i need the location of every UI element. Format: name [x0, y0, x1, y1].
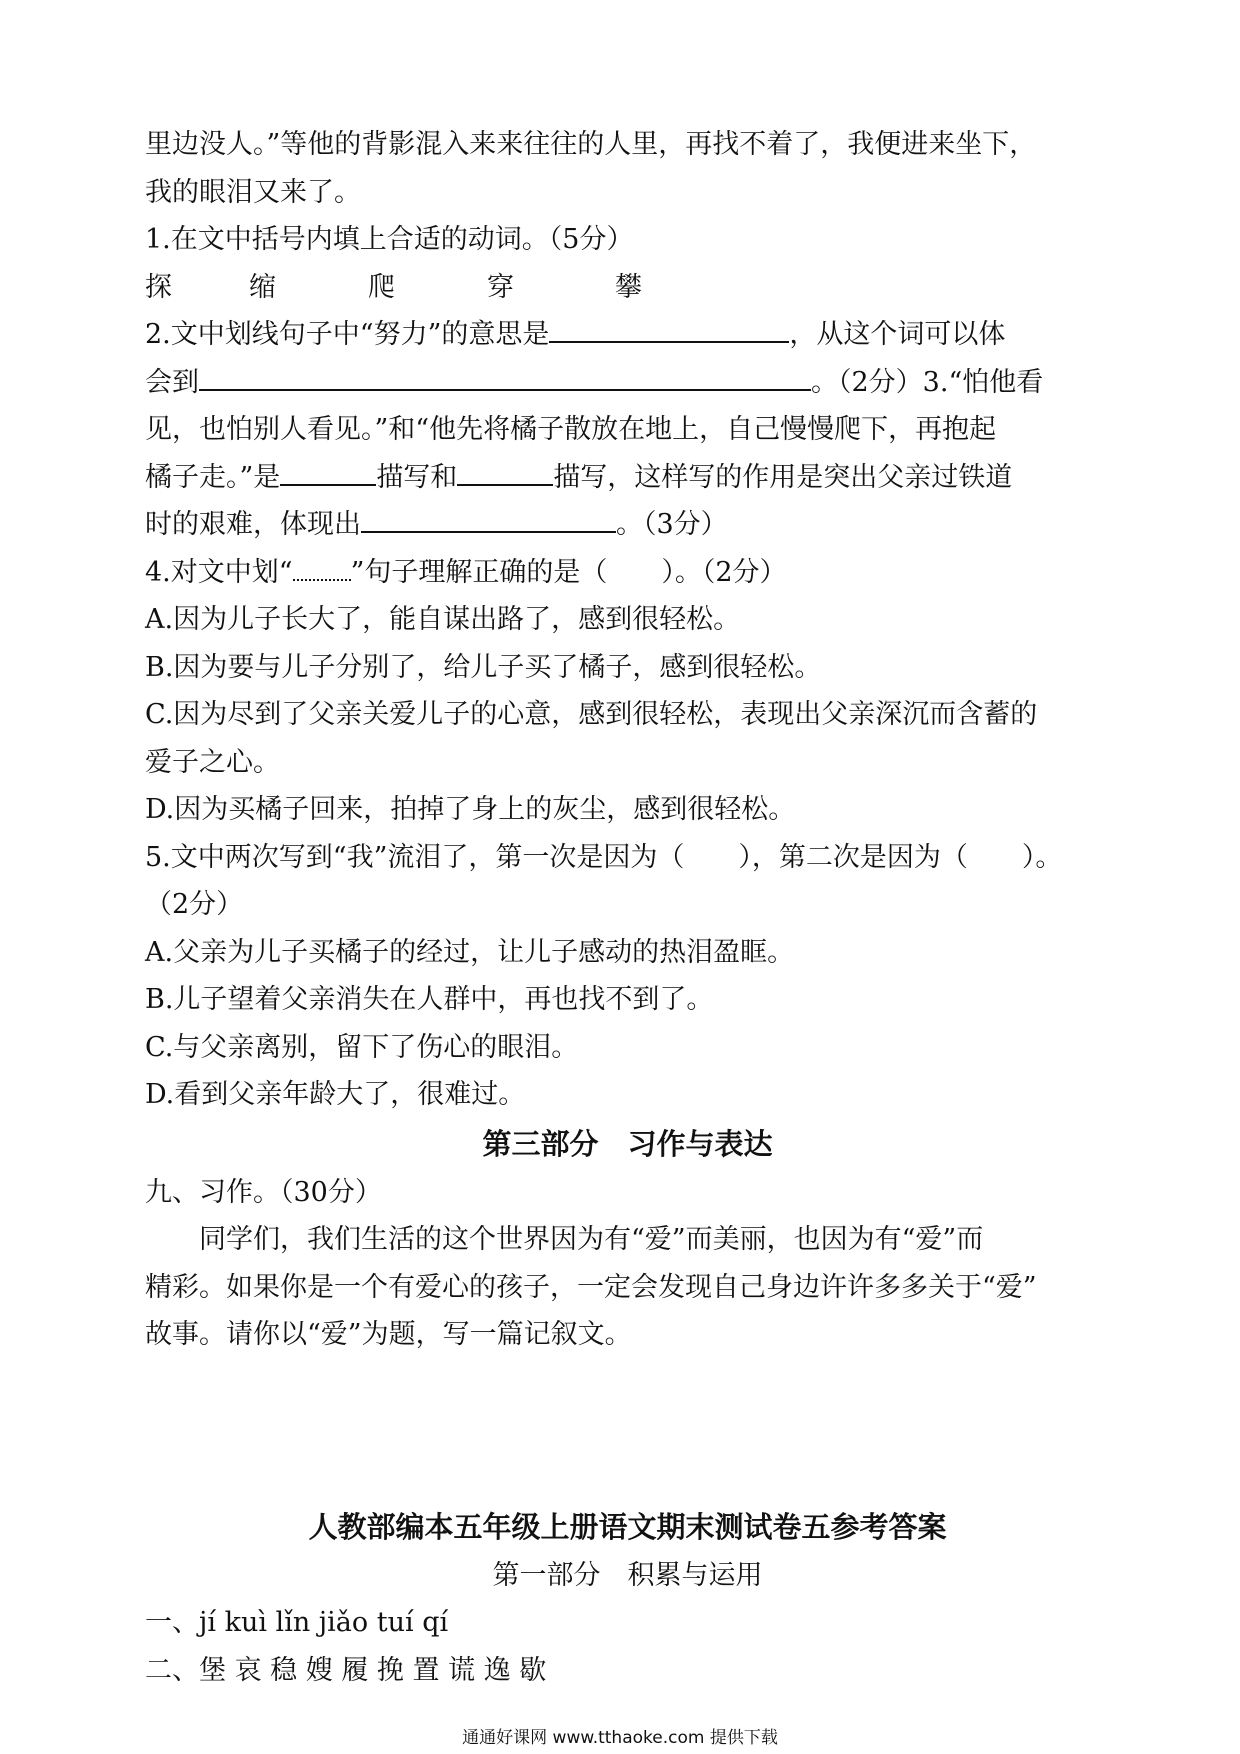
answer-blank[interactable]	[199, 361, 811, 391]
answer-key-title: 人教部编本五年级上册语文期末测试卷五参考答案	[308, 1509, 947, 1544]
answer-2: 二、堡 哀 稳 嫂 履 挽 置 谎 逸 歇	[145, 1654, 547, 1686]
question-5-score: （2分）	[145, 889, 244, 920]
question-5-option-b: B.儿子望着父亲消失在人群中，再也找不到了。	[145, 984, 714, 1015]
question-3-line-1: 见，也怕别人看见。”和“他先将橘子散放在地上，自己慢慢爬下，再抱起	[145, 414, 997, 445]
word-4: 穿	[487, 271, 514, 303]
question-3-line-2: 橘子走。”是 描写和 描写，这样写的作用是突出父亲过铁道	[145, 454, 1110, 502]
part-3-heading: 第三部分 习作与表达	[482, 1126, 773, 1161]
question-4: 4.对文中划“ ”句子理解正确的是（ ）。（2分）	[145, 549, 1110, 597]
question-4-option-a: A.因为儿子长大了，能自谋出路了，感到很轻松。	[145, 604, 741, 635]
word-3: 爬	[368, 271, 395, 303]
word-5: 攀	[615, 271, 642, 303]
word-2: 缩	[249, 271, 276, 303]
answer-blank[interactable]	[361, 503, 616, 533]
question-4-option-b: B.因为要与儿子分别了，给儿子买了橘子，感到很轻松。	[145, 651, 822, 683]
question-5-option-a: A.父亲为儿子买橘子的经过，让儿子感动的热泪盈眶。	[145, 936, 795, 968]
question-9-title: 九、习作。（30分）	[145, 1176, 382, 1208]
question-1: 1.在文中括号内填上合适的动词。（5分）	[145, 224, 634, 255]
writing-prompt-line-3: 故事。请你以“爱”为题，写一篇记叙文。	[145, 1319, 632, 1350]
section-gap	[145, 1359, 1110, 1502]
question-1-words	[145, 264, 1110, 312]
answer-part-1-heading: 第一部分 积累与运用	[492, 1559, 763, 1591]
page-body	[145, 121, 1110, 1694]
question-4-option-d: D.因为买橘子回来，拍掉了身上的灰尘，感到很轻松。	[145, 794, 796, 825]
question-4-option-c-line-1: C.因为尽到了父亲关爱儿子的心意，感到很轻松，表现出父亲深沉而含蓄的	[145, 699, 1038, 730]
passage-line-1: 里边没人。”等他的背影混入来来往往的人里，再找不着了，我便进来坐下，	[145, 129, 1037, 160]
answer-blank[interactable]	[549, 313, 789, 343]
question-3-line-3: 时的艰难，体现出 。（3分）	[145, 501, 1110, 549]
writing-prompt-line-2: 精彩。如果你是一个有爱心的孩子，一定会发现自己身边许许多多关于“爱”	[145, 1271, 1037, 1303]
wavy-underline-mark	[293, 551, 351, 581]
word-1: 探	[145, 271, 172, 303]
answer-blank[interactable]	[457, 456, 553, 486]
writing-prompt-line-1: 同学们，我们生活的这个世界因为有“爱”而美丽，也因为有“爱”而	[199, 1224, 984, 1255]
question-5-option-c: C.与父亲离别，留下了伤心的眼泪。	[145, 1031, 579, 1063]
passage-line-2: 我的眼泪又来了。	[145, 176, 361, 208]
answer-1: 一、jí kuì lǐn jiǎo tuí qí	[145, 1607, 449, 1638]
question-2-line-1: 2.文中划线句子中“努力”的意思是 ，从这个词可以体	[145, 311, 1110, 359]
question-4-option-c-line-2: 爱子之心。	[145, 746, 280, 778]
footer-watermark: 通通好课网 www.tthaoke.com 提供下载	[462, 1728, 778, 1748]
answer-blank[interactable]	[280, 456, 376, 486]
question-5: 5.文中两次写到“我”流泪了，第一次是因为（ ），第二次是因为（ ）。	[145, 841, 1063, 873]
question-5-option-d: D.看到父亲年龄大了，很难过。	[145, 1079, 526, 1110]
question-2-line-2: 会到 。（2分）3.“怕他看	[145, 359, 1110, 407]
